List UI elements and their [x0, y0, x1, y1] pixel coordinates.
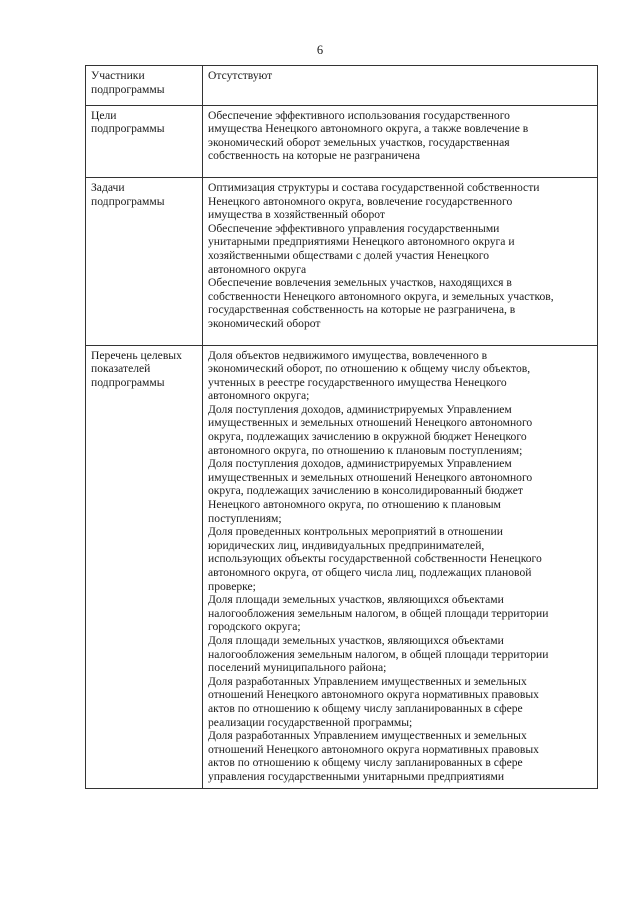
row-value-line: хозяйственными обществами с долей участия Ненецкого: [208, 248, 490, 262]
row-value-line: отношений Ненецкого автономного округа нормативных правовых: [208, 742, 539, 756]
row-value-cell: [203, 345, 598, 788]
row-label-cell: [86, 345, 203, 788]
row-value-line: Доля площади земельных участков, являющихся объектами: [208, 633, 504, 647]
row-value-line: экономический оборот земельных участков, государственная: [208, 135, 510, 149]
row-value-line: Доля поступления доходов, администрируемых Управлением: [208, 402, 512, 416]
row-value-line: Ненецкого автономного округа, по отношению к плановым: [208, 498, 501, 512]
row-value-line: использующих объекты государственной собственности Ненецкого: [208, 552, 542, 566]
row-value-line: экономический оборот: [208, 316, 321, 330]
row-label-line: Участники: [91, 69, 145, 82]
row-value-line: актов по отношению к общему числу запланированных в сфере: [208, 756, 523, 770]
row-label-line: подпрограммы: [91, 375, 165, 389]
program-table-body: [86, 66, 598, 789]
row-value-line: имущества в хозяйственный оборот: [208, 208, 385, 222]
row-label-line: подпрограммы: [91, 194, 165, 208]
row-value-line: имущества Ненецкого автономного округа, а также вовлечение в: [208, 122, 529, 136]
table-row-participants: [86, 66, 598, 106]
row-value-line: городского округа;: [208, 620, 301, 634]
row-value-line: Доля площади земельных участков, являющихся объектами: [208, 593, 504, 607]
row-value-line: юридических лиц, индивидуальных предпринимателей,: [208, 538, 485, 552]
row-value-line: автономного округа;: [208, 389, 310, 403]
row-value-line: поступлениям;: [208, 511, 282, 525]
row-value-line: Обеспечение эффективного управления государственными: [208, 221, 500, 235]
row-value-line: автономного округа, по отношению к плановым поступлениям;: [208, 443, 523, 457]
row-value-line: Доля объектов недвижимого имущества, вовлеченного в: [208, 348, 488, 362]
row-label-line: Задачи: [91, 180, 125, 194]
row-value-line: собственности Ненецкого автономного округа, и земельных участков,: [208, 289, 554, 303]
row-value-line: Оптимизация структуры и состава государственной собственности: [208, 180, 540, 194]
row-label-line: Цели: [91, 108, 117, 122]
row-value-line: Отсутствуют: [208, 69, 273, 82]
row-value-line: экономический оборот, по отношению к общему числу объектов,: [208, 362, 531, 376]
row-label-cell: [86, 66, 203, 106]
row-value-line: отношений Ненецкого автономного округа нормативных правовых: [208, 688, 539, 702]
page-number: 6: [316, 43, 324, 57]
row-value-line: округа, подлежащих зачислению в окружной бюджет Ненецкого: [208, 430, 527, 444]
row-value-line: проверке;: [208, 579, 256, 593]
row-value-cell: [203, 66, 598, 106]
row-value-line: автономного округа: [208, 262, 307, 276]
row-value-line: актов по отношению к общему числу запланированных в сфере: [208, 701, 523, 715]
row-value-line: автономного округа, от общего числа лиц, подлежащих плановой: [208, 566, 532, 579]
row-value-line: учтенных в реестре государственного имущества Ненецкого: [208, 375, 507, 389]
row-value-line: поселений муниципального района;: [208, 661, 387, 675]
row-value-line: налогообложения земельным налогом, в общей площади территории: [208, 647, 549, 661]
row-label-cell: [86, 177, 203, 345]
table-row-indicators: [86, 345, 598, 788]
row-value-line: имущественных и земельных отношений Ненецкого автономного: [208, 416, 533, 430]
row-value-line: имущественных и земельных отношений Ненецкого автономного: [208, 470, 533, 484]
row-value-line: собственность на которые не разграничена: [208, 149, 420, 163]
row-value-line: Обеспечение вовлечения земельных участков, находящихся в: [208, 276, 512, 290]
row-value-cell: [203, 105, 598, 177]
row-value-line: управления государственными унитарными предприятиями: [208, 769, 505, 783]
row-value-line: унитарными предприятиями Ненецкого автономного округа и: [208, 235, 515, 249]
row-value-line: Доля разработанных Управлением имущественных и земельных: [208, 674, 527, 688]
program-table: [85, 65, 598, 789]
row-label-line: подпрограммы: [91, 122, 165, 136]
row-value-line: Обеспечение эффективного использования государственного: [208, 108, 510, 122]
row-value-line: Доля разработанных Управлением имущественных и земельных: [208, 729, 527, 743]
table-row-goals: [86, 105, 598, 177]
row-value-line: Доля поступления доходов, администрируемых Управлением: [208, 457, 512, 471]
row-value-line: Ненецкого автономного округа, вовлечение государственного: [208, 194, 513, 208]
row-label-line: подпрограммы: [91, 82, 165, 96]
row-value-line: реализации государственной программы;: [208, 715, 413, 729]
row-value-line: Доля проведенных контрольных мероприятий в отношении: [208, 525, 503, 539]
row-value-line: государственная собственность на которые не разграничена, в: [208, 303, 516, 317]
row-label-line: Перечень целевых: [91, 348, 182, 362]
row-label-cell: [86, 105, 203, 177]
row-value-cell: [203, 177, 598, 345]
row-label-line: показателей: [91, 362, 151, 376]
row-value-line: налогообложения земельным налогом, в общей площади территории: [208, 606, 549, 620]
table-row-tasks: [86, 177, 598, 345]
row-value-line: округа, подлежащих зачислению в консолидированный бюджет: [208, 484, 523, 498]
